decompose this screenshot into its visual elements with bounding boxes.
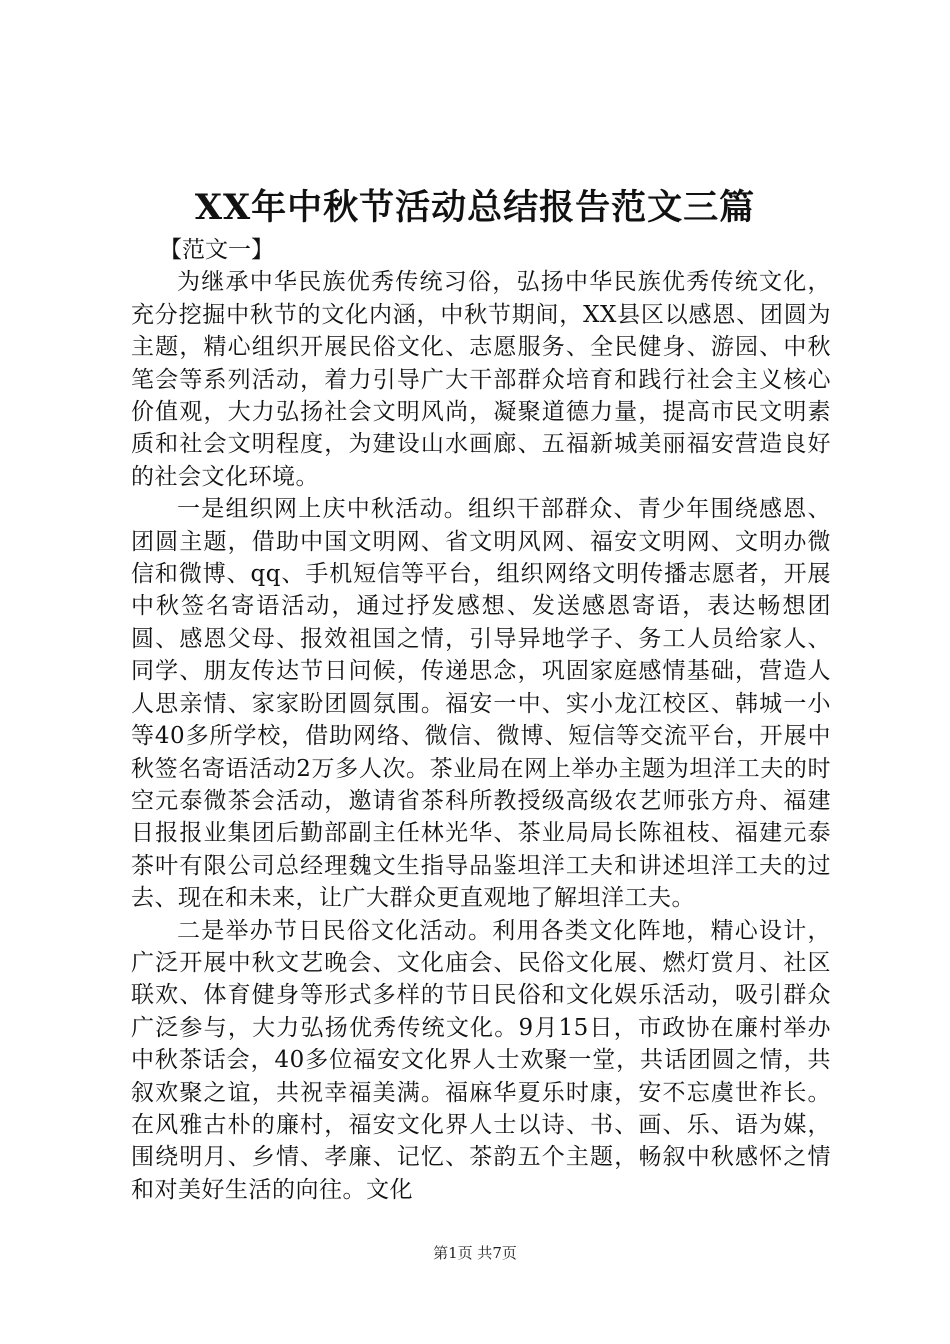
document-body xyxy=(131,234,831,1206)
section-heading: 【范文一】 xyxy=(159,237,274,263)
paragraph-intro: 为继承中华民族优秀传统习俗，弘扬中华民族优秀传统文化，充分挖掘中秋节的文化内涵，中秋节期间，XX县区以感恩、团圆为主题，精心组织开展民俗文化、志愿服务、全民健身、游园、中秋笔会等系列活动，着力引导广大干部群众培育和践行社会主义核心价值观，大力弘扬社会文明风尚，凝聚道德力量，提高市民文明素质和社会文明程度，为建设山水画廊、五福新城美丽福安营造良好的社会文化环境。 xyxy=(131,269,831,490)
document-title: XX年中秋节活动总结报告范文三篇 xyxy=(194,187,756,228)
paragraph-online-activities: 一是组织网上庆中秋活动。组织干部群众、青少年围绕感恩、团圆主题，借助中国文明网、省文明风网、福安文明网、文明办微信和微博、qq、手机短信等平台，组织网络文明传播志愿者，开展中秋签名寄语活动，通过抒发感想、发送感恩寄语，表达畅想团圆、感恩父母、报效祖国之情，引导异地学子、务工人员给家人、同学、朋友传达节日问候，传递思念，巩固家庭感情基础，营造人人思亲情、家家盼团圆氛围。福安一中、实小龙江校区、韩城一小等40多所学校，借助网络、微信、微博、短信等交流平台，开展中秋签名寄语活动2万多人次。茶业局在网上举办主题为坦洋工夫的时空元泰微茶会活动，邀请省茶科所教授级高级农艺师张方舟、福建日报报业集团后勤部副主任林光华、茶业局局长陈祖枝、福建元泰茶叶有限公司总经理魏文生指导品鉴坦洋工夫和讲述坦洋工夫的过去、现在和未来，让广大群众更直观地了解坦洋工夫。 xyxy=(131,496,831,912)
paragraph-folk-culture: 二是举办节日民俗文化活动。利用各类文化阵地，精心设计，广泛开展中秋文艺晚会、文化庙会、民俗文化展、燃灯赏月、社区联欢、体育健身等形式多样的节日民俗和文化娱乐活动，吸引群众广泛参与，大力弘扬优秀传统文化。9月15日，市政协在廉村举办中秋茶话会，40多位福安文化界人士欢聚一堂，共话团圆之情，共叙欢聚之谊，共祝幸福美满。福麻华夏乐时康，安不忘虞世祚长。在风雅古朴的廉村，福安文化界人士以诗、书、画、乐、语为媒，围绕明月、乡情、孝廉、记忆、茶韵五个主题，畅叙中秋感怀之情和对美好生活的向往。文化 xyxy=(131,917,831,1203)
page-footer: 第1页 共7页 xyxy=(433,1244,517,1262)
